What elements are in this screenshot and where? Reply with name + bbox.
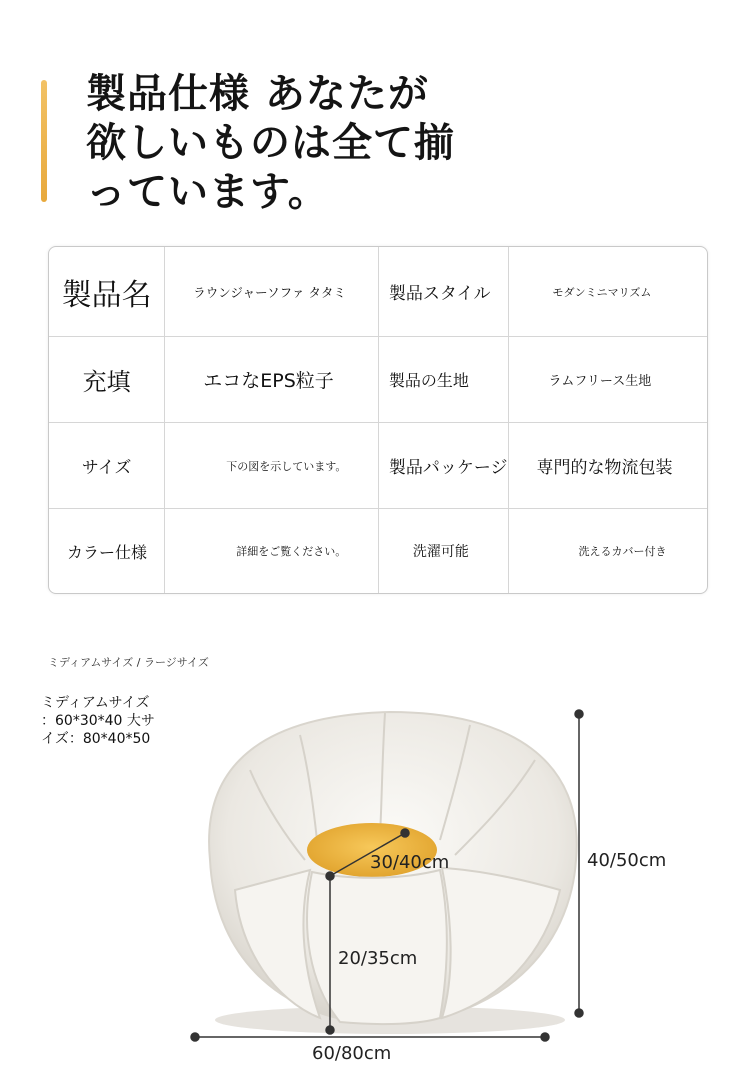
headline-line-2: 欲しいものは全て揃	[86, 120, 455, 166]
table-cell-washable-label: 洗濯可能	[379, 509, 509, 593]
headline	[86, 70, 526, 217]
size-note-line-3: イズ：80*40*50	[41, 731, 151, 747]
table-cell-color-label: カラー仕様	[49, 509, 165, 593]
table-cell-size: 下の図を示しています。	[165, 423, 379, 509]
table-cell-product-name: ラウンジャーソファ タタミ	[165, 247, 379, 337]
table-cell-filling-label: 充填	[49, 337, 165, 423]
table-cell-fabric-label: 製品の生地	[379, 337, 509, 423]
width-label: 60/80cm	[312, 1043, 392, 1064]
table-row	[49, 337, 707, 423]
headline-accent-bar	[41, 80, 47, 202]
table-cell-color: 詳細をご覧ください。	[165, 509, 379, 593]
table-cell-fabric: ラムフリース生地	[509, 337, 707, 423]
seat-width-label: 30/40cm	[370, 852, 450, 873]
headline-line-1: 製品仕様 あなたが	[86, 71, 429, 117]
table-cell-package-label: 製品パッケージ	[379, 423, 509, 509]
size-note-line-1: ミディアムサイズ	[41, 695, 150, 711]
table-cell-product-name-label: 製品名	[49, 247, 165, 337]
size-section-label: ミディアムサイズ / ラージサイズ	[48, 656, 209, 669]
height-label: 40/50cm	[587, 850, 667, 871]
headline-line-3: っています。	[86, 169, 329, 215]
table-cell-filling: エコなEPS粒子	[165, 337, 379, 423]
table-cell-package: 専門的な物流包装	[509, 423, 707, 509]
spec-table	[48, 246, 708, 594]
sofa-front-rolls	[235, 868, 560, 1024]
table-row	[49, 509, 707, 593]
table-cell-style: モダンミニマリズム	[509, 247, 707, 337]
table-cell-size-label: サイズ	[49, 423, 165, 509]
table-cell-washable: 洗えるカバー付き	[578, 545, 667, 558]
size-note-line-2: ：60*30*40 大サ	[41, 713, 155, 729]
seat-height-label: 20/35cm	[338, 948, 418, 969]
table-row	[49, 423, 707, 509]
size-note	[41, 694, 171, 748]
table-cell-style-label: 製品スタイル	[379, 247, 509, 337]
table-row	[49, 247, 707, 337]
